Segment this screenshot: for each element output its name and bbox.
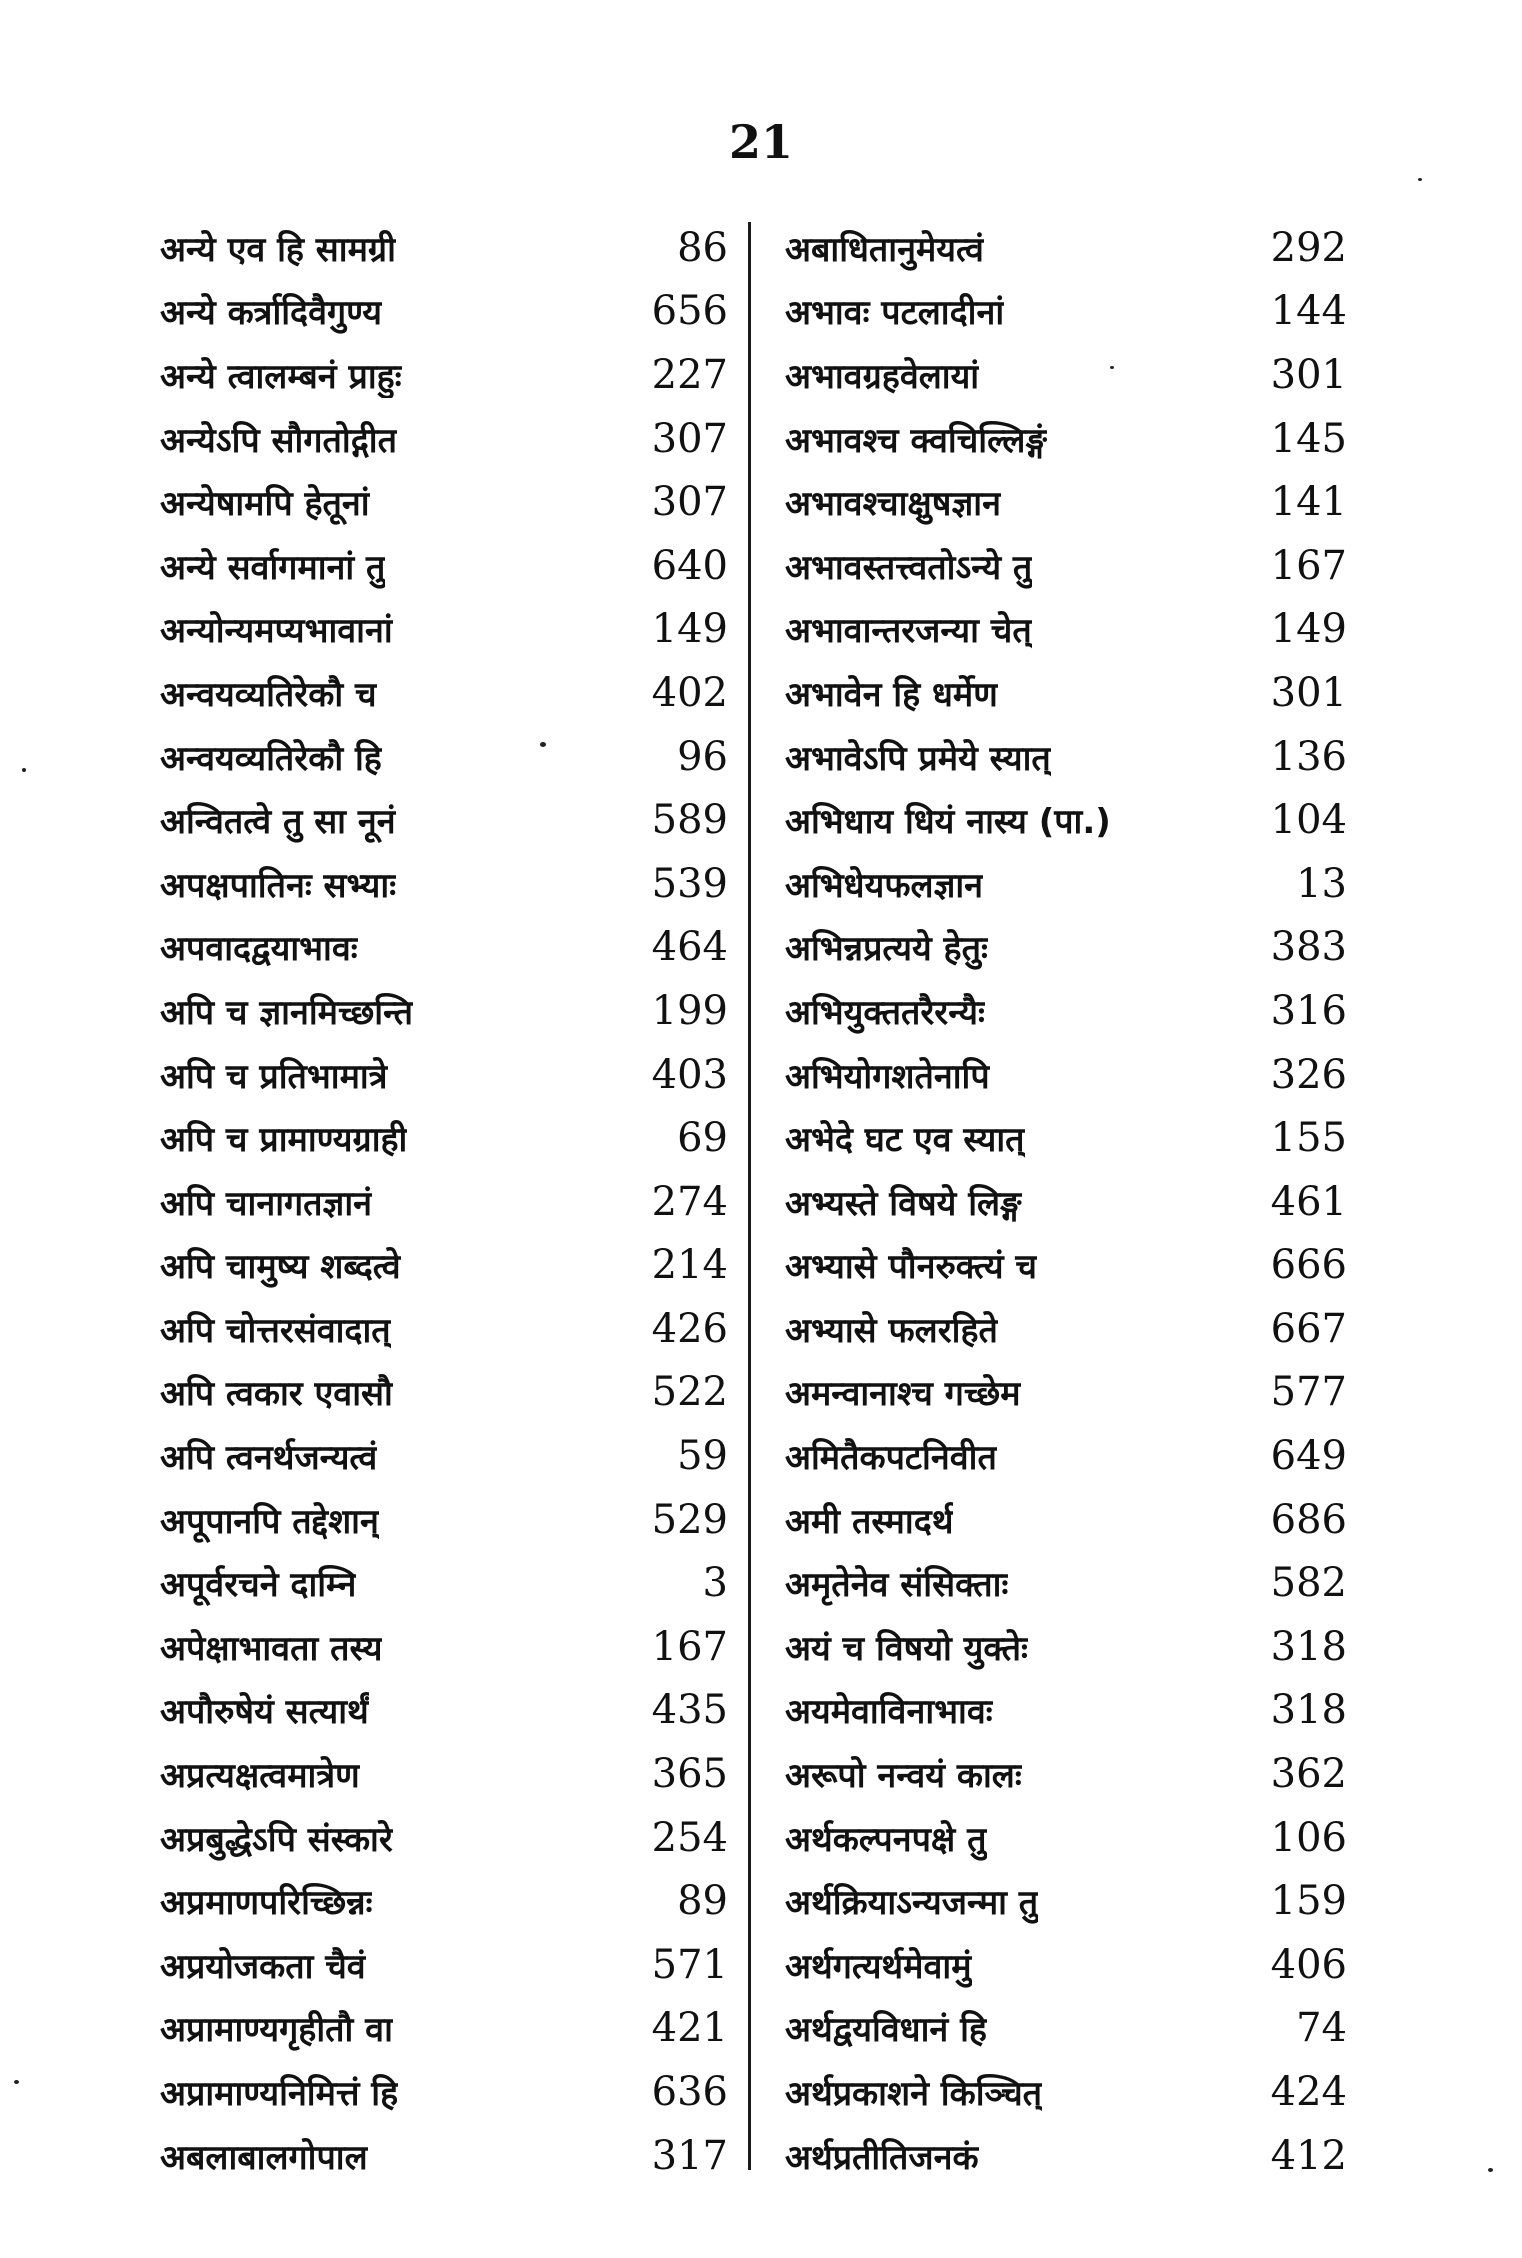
entry-text: अभ्यासे फलरहिते [785, 1310, 998, 1351]
entry-page-number: 301 [1270, 669, 1347, 716]
index-entry [160, 788, 728, 852]
entry-page-number: 104 [1270, 797, 1347, 844]
entry-page-number: 307 [651, 415, 728, 462]
entry-text: अन्वितत्वे तु सा नूनं [160, 802, 396, 843]
index-entry [785, 1679, 1347, 1743]
index-entry [785, 1106, 1347, 1170]
index-entry [160, 1361, 728, 1425]
index-entry [160, 1869, 728, 1933]
index-entry [785, 788, 1347, 852]
entry-text: अभावश्च क्वचिल्लिङ्गं [785, 420, 1048, 461]
index-entry [160, 1679, 728, 1743]
index-entry [160, 2060, 728, 2124]
entry-text: अर्थद्वयविधानं हि [785, 2010, 987, 2051]
column-divider [748, 222, 751, 2170]
index-entry [160, 1997, 728, 2061]
entry-text: अप्रामाण्यनिमित्तं हि [160, 2074, 399, 2115]
entry-text: अभ्यस्ते विषये लिङ्ग [785, 1183, 1022, 1224]
index-entry [160, 1615, 728, 1679]
entry-text: अर्थक्रियाऽन्यजन्मा तु [785, 1883, 1039, 1924]
entry-page-number: 362 [1270, 1751, 1347, 1798]
index-entry [785, 1234, 1347, 1298]
entry-text: अपि त्वकार एवासौ [160, 1374, 393, 1415]
entry-text: अरूपो नन्वयं कालः [785, 1756, 1022, 1797]
entry-page-number: 403 [651, 1051, 728, 1098]
entry-text: अप्रामाण्यगृहीतौ वा [160, 2010, 393, 2051]
entry-page-number: 141 [1270, 479, 1347, 526]
index-entry [785, 343, 1347, 407]
index-entry [785, 1361, 1347, 1425]
index-entry [785, 1297, 1347, 1361]
entry-text: अबाधितानुमेयत्वं [785, 229, 984, 270]
index-entry [160, 1297, 728, 1361]
entry-page-number: 529 [651, 1496, 728, 1543]
index-entry [785, 534, 1347, 598]
entry-text: अपूर्वरचने दाम्नि [160, 1565, 357, 1606]
entry-page-number: 424 [1270, 2069, 1347, 2116]
entry-page-number: 402 [651, 669, 728, 716]
entry-page-number: 666 [1270, 1242, 1347, 1289]
entry-text: अन्वयव्यतिरेकौ हि [160, 738, 382, 779]
entry-page-number: 649 [1270, 1433, 1347, 1480]
entry-text: अभावेन हि धर्मेण [785, 674, 998, 715]
entry-text: अभिन्नप्रत्यये हेतुः [785, 929, 988, 970]
index-entry [785, 280, 1347, 344]
entry-text: अमितैकपटनिवीत [785, 1438, 997, 1479]
entry-page-number: 274 [651, 1178, 728, 1225]
entry-page-number: 145 [1270, 415, 1347, 462]
entry-text: अभियुक्ततरैरन्यैः [785, 992, 985, 1033]
index-entry [785, 916, 1347, 980]
entry-page-number: 656 [651, 288, 728, 335]
page-number: 21 [728, 115, 793, 169]
entry-page-number: 426 [651, 1305, 728, 1352]
entry-text: अन्वयव्यतिरेकौ च [160, 674, 377, 715]
entry-page-number: 435 [651, 1687, 728, 1734]
entry-text: अर्थप्रकाशने किञ्चित् [785, 2074, 1043, 2115]
index-entry [160, 1806, 728, 1870]
entry-text: अन्ये एव हि सामग्री [160, 229, 396, 270]
index-entry [785, 1869, 1347, 1933]
entry-page-number: 365 [651, 1751, 728, 1798]
entry-text: अमृतेनेव संसिक्ताः [785, 1565, 1009, 1606]
entry-page-number: 522 [651, 1369, 728, 1416]
right-column [785, 216, 1347, 2187]
index-entry [785, 1933, 1347, 1997]
entry-text: अभावश्चाक्षुषज्ञान [785, 484, 1001, 525]
index-entry [160, 2124, 728, 2188]
scan-speck [22, 768, 26, 772]
entry-page-number: 167 [651, 1623, 728, 1670]
entry-page-number: 318 [1270, 1687, 1347, 1734]
entry-text: अभावेऽपि प्रमेये स्यात् [785, 738, 1051, 779]
entry-text: अबलाबालगोपाल [160, 2137, 368, 2178]
index-entry [160, 1234, 728, 1298]
entry-text: अपक्षपातिनः सभ्याः [160, 865, 397, 906]
scan-speck [14, 2080, 19, 2084]
entry-page-number: 69 [677, 1115, 728, 1162]
entry-page-number: 199 [651, 987, 728, 1034]
index-entry [160, 534, 728, 598]
entry-text: अन्येषामपि हेतूनां [160, 484, 370, 525]
entry-page-number: 227 [651, 351, 728, 398]
entry-page-number: 149 [1270, 606, 1347, 653]
index-entry [785, 1615, 1347, 1679]
entry-text: अन्योन्यमप्यभावानां [160, 611, 393, 652]
entry-text: अपि च प्रतिभामात्रे [160, 1056, 388, 1097]
entry-page-number: 318 [1270, 1623, 1347, 1670]
index-entry [785, 1742, 1347, 1806]
entry-text: अभियोगशतेनापि [785, 1056, 990, 1097]
index-entry [160, 1043, 728, 1107]
entry-page-number: 159 [1270, 1878, 1347, 1925]
index-entry [160, 979, 728, 1043]
entry-text: अपि चानागतज्ञानं [160, 1183, 372, 1224]
entry-page-number: 421 [651, 2005, 728, 2052]
entry-text: अपेक्षाभावता तस्य [160, 1628, 383, 1669]
entry-page-number: 307 [651, 479, 728, 526]
index-entry [160, 725, 728, 789]
index-entry [160, 216, 728, 280]
entry-page-number: 316 [1270, 987, 1347, 1034]
entry-text: अभिधाय धियं नास्य (पा.) [785, 802, 1111, 843]
index-entry [160, 1933, 728, 1997]
entry-text: अयमेवाविनाभावः [785, 1692, 993, 1733]
entry-text: अर्थप्रतीतिजनकं [785, 2137, 979, 2178]
entry-page-number: 301 [1270, 351, 1347, 398]
entry-page-number: 412 [1270, 2132, 1347, 2179]
entry-page-number: 406 [1270, 1941, 1347, 1988]
index-entry [785, 979, 1347, 1043]
scan-speck [1418, 178, 1422, 181]
entry-page-number: 89 [677, 1878, 728, 1925]
entry-page-number: 96 [677, 733, 728, 780]
entry-text: अन्ये कर्त्रादिवैगुण्य [160, 293, 383, 334]
index-entry [160, 1170, 728, 1234]
index-entry [160, 470, 728, 534]
scan-speck [540, 742, 546, 747]
index-entry [785, 852, 1347, 916]
entry-page-number: 326 [1270, 1051, 1347, 1098]
entry-text: अर्थकल्पनपक्षे तु [785, 1819, 987, 1860]
entry-page-number: 13 [1296, 860, 1347, 907]
index-entry [160, 1551, 728, 1615]
entry-text: अयं च विषयो युक्तेः [785, 1628, 1028, 1669]
entry-page-number: 149 [651, 606, 728, 653]
entry-text: अप्रयोजकता चैवं [160, 1946, 366, 1987]
scan-speck [1488, 2168, 1493, 2172]
index-entry [785, 470, 1347, 534]
entry-text: अभावस्तत्त्वतोऽन्ये तु [785, 547, 1033, 588]
entry-text: अन्येऽपि सौगतोद्गीत [160, 420, 397, 461]
entry-page-number: 636 [651, 2069, 728, 2116]
entry-text: अभिधेयफलज्ञान [785, 865, 984, 906]
index-entry [785, 1424, 1347, 1488]
entry-page-number: 167 [1270, 542, 1347, 589]
entry-text: अपि त्वनर्थजन्यत्वं [160, 1438, 378, 1479]
entry-page-number: 86 [677, 224, 728, 271]
entry-text: अमी तस्मादर्थ [785, 1501, 954, 1542]
entry-page-number: 589 [651, 797, 728, 844]
index-entry [785, 598, 1347, 662]
index-entry [785, 725, 1347, 789]
index-entry [160, 1424, 728, 1488]
index-entry [160, 1488, 728, 1552]
index-entry [785, 2060, 1347, 2124]
entry-page-number: 577 [1270, 1369, 1347, 1416]
entry-text: अपि चामुष्य शब्दत्वे [160, 1247, 401, 1288]
entry-page-number: 292 [1270, 224, 1347, 271]
index-entry [785, 1806, 1347, 1870]
index-entry [160, 661, 728, 725]
index-entry [785, 407, 1347, 471]
entry-text: अपूपानपि तद्देशान् [160, 1501, 379, 1542]
entry-text: अर्थगत्यर्थमेवामुं [785, 1946, 972, 1987]
entry-text: अपौरुषेयं सत्यार्थं [160, 1692, 369, 1733]
index-entry [160, 598, 728, 662]
index-entry [785, 661, 1347, 725]
entry-page-number: 582 [1270, 1560, 1347, 1607]
entry-text: अपि चोत्तरसंवादात् [160, 1310, 391, 1351]
entry-page-number: 667 [1270, 1305, 1347, 1352]
entry-page-number: 254 [651, 1814, 728, 1861]
entry-text: अप्रत्यक्षत्वमात्रेण [160, 1756, 360, 1797]
entry-page-number: 464 [651, 924, 728, 971]
entry-text: अमन्वानाश्च गच्छेम [785, 1374, 1021, 1415]
entry-text: अपि च प्रामाण्यग्राही [160, 1120, 408, 1161]
entry-page-number: 539 [651, 860, 728, 907]
entry-page-number: 144 [1270, 288, 1347, 335]
entry-page-number: 571 [651, 1941, 728, 1988]
entry-page-number: 461 [1270, 1178, 1347, 1225]
entry-page-number: 155 [1270, 1115, 1347, 1162]
index-entry [160, 916, 728, 980]
entry-page-number: 214 [651, 1242, 728, 1289]
entry-text: अन्ये त्वालम्बनं प्राहुः [160, 356, 402, 397]
entry-page-number: 686 [1270, 1496, 1347, 1543]
entry-text: अपवादद्वयाभावः [160, 929, 358, 970]
left-column [160, 216, 728, 2187]
entry-text: अभ्यासे पौनरुक्त्यं च [785, 1247, 1038, 1288]
index-entry [160, 280, 728, 344]
entry-text: अभावग्रहवेलायां [785, 356, 980, 397]
index-entry [785, 1551, 1347, 1615]
entry-page-number: 317 [651, 2132, 728, 2179]
index-entry [785, 1997, 1347, 2061]
index-entry [160, 1106, 728, 1170]
index-entry [785, 1488, 1347, 1552]
entry-text: अप्रबुद्धेऽपि संस्कारे [160, 1819, 393, 1860]
index-entry [160, 407, 728, 471]
index-entry [785, 216, 1347, 280]
index-entry [785, 1043, 1347, 1107]
entry-page-number: 59 [677, 1433, 728, 1480]
entry-text: अभेदे घट एव स्यात् [785, 1120, 1025, 1161]
entry-page-number: 136 [1270, 733, 1347, 780]
entry-page-number: 106 [1270, 1814, 1347, 1861]
index-entry [785, 2124, 1347, 2188]
index-entry [160, 343, 728, 407]
entry-page-number: 74 [1296, 2005, 1347, 2052]
entry-text: अप्रमाणपरिच्छिन्नः [160, 1883, 373, 1924]
entry-text: अपि च ज्ञानमिच्छन्ति [160, 992, 413, 1033]
entry-page-number: 383 [1270, 924, 1347, 971]
entry-page-number: 3 [702, 1560, 728, 1607]
index-entry [785, 1170, 1347, 1234]
entry-text: अभावः पटलादीनां [785, 293, 1005, 334]
scan-speck [1110, 366, 1114, 369]
index-entry [160, 1742, 728, 1806]
index-entry [160, 852, 728, 916]
entry-page-number: 640 [651, 542, 728, 589]
entry-text: अन्ये सर्वागमानां तु [160, 547, 386, 588]
entry-text: अभावान्तरजन्या चेत् [785, 611, 1032, 652]
